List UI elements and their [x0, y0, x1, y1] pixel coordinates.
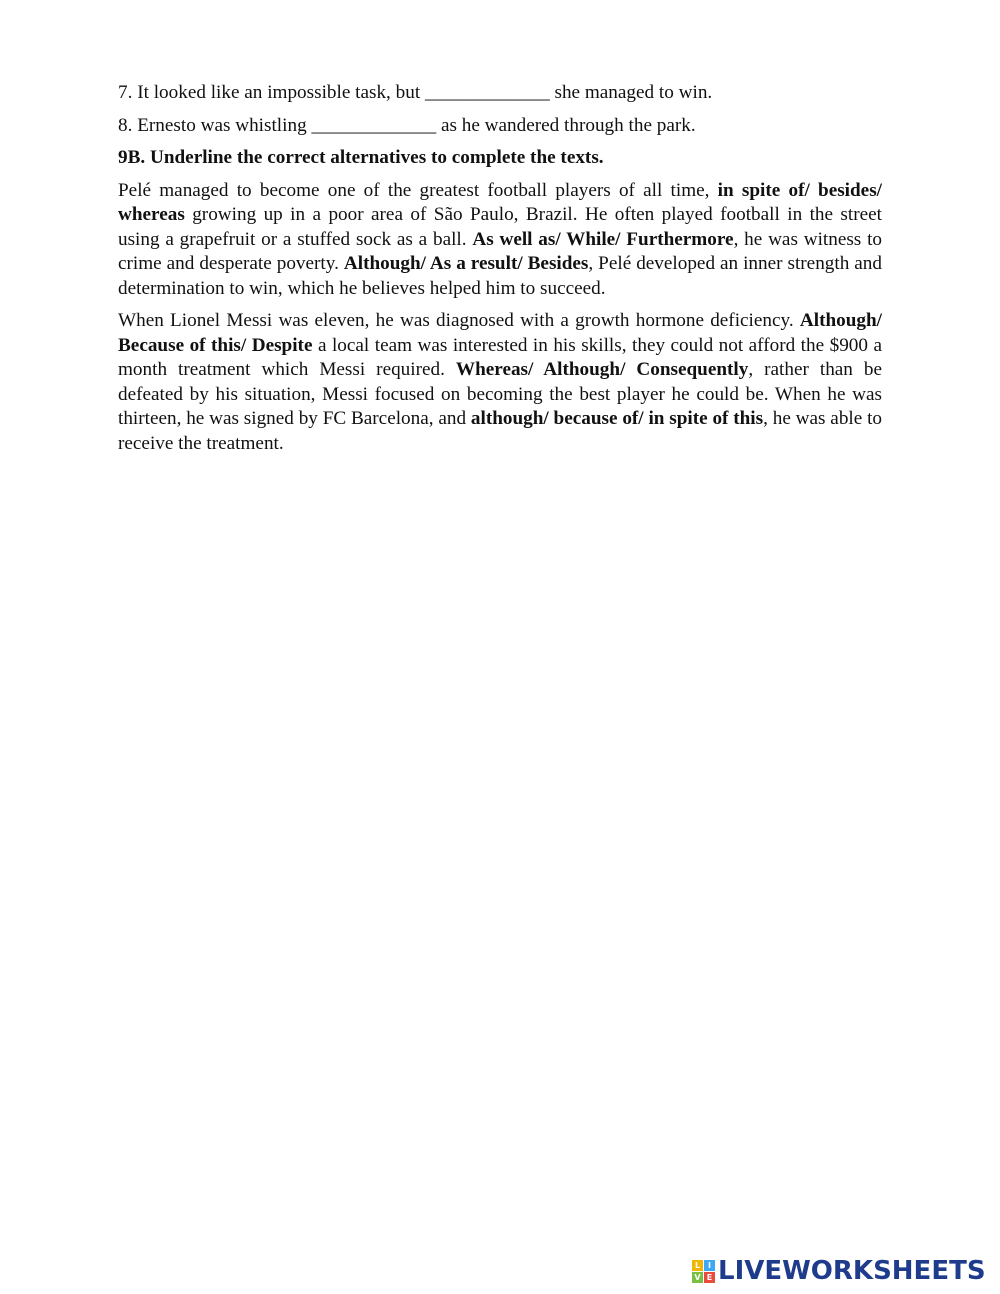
pele-text-4: , Pelé developed an inner strength and determination to win, which he believes helped him to succeed.: [118, 253, 882, 299]
section-heading: 9B. Underline the correct alternatives to complete the texts.: [118, 147, 604, 168]
liveworksheets-logo: [692, 1257, 986, 1285]
pele-text-2: growing up in a poor area of São Paulo, Brazil. He often played football in the street using a grapefruit or a stuffed sock as a ball.: [118, 204, 882, 250]
worksheet-page: [118, 81, 882, 464]
messi-text-2: a local team was interested in his skills, they could not afford the $900 a month treatment which Messi required.: [118, 334, 882, 380]
messi-options-1[interactable]: Although/ Because of this/ Despite: [118, 310, 882, 356]
pele-options-1[interactable]: in spite of/ besides/ whereas: [118, 179, 882, 225]
paragraph-messi: [118, 309, 882, 456]
exercise-item-8: [118, 114, 882, 139]
item-8-blank[interactable]: _____________: [311, 114, 437, 136]
exercise-item-7: [118, 81, 882, 106]
pele-text-1: Pelé managed to become one of the greatest football players of all time,: [118, 179, 718, 201]
item-8-prefix: 8. Ernesto was whistling: [118, 114, 312, 136]
messi-options-2[interactable]: Whereas/ Although/ Consequently: [455, 359, 749, 380]
pele-text-3: , he was witness to crime and desperate poverty.: [118, 228, 882, 274]
logo-text: LIVEWORKSHEETS: [718, 1256, 986, 1286]
item-7-prefix: 7. It looked like an impossible task, but: [118, 82, 425, 103]
logo-mark-letter: V: [692, 1272, 703, 1283]
logo-mark-letter: L: [692, 1260, 703, 1271]
pele-options-3[interactable]: Although/ As a result/ Besides: [343, 253, 589, 274]
item-7-blank[interactable]: _____________: [424, 82, 550, 103]
paragraph-pele: [118, 179, 882, 302]
logo-mark-letter: I: [704, 1260, 715, 1271]
messi-options-3[interactable]: although/ because of/ in spite of this: [470, 408, 764, 429]
liveworksheets-logo-icon: [692, 1260, 715, 1283]
messi-text-3: , rather than be defeated by his situation, Messi focused on becoming the best player he could be. When he was thirteen, he was signed by FC Barcelona, and: [118, 359, 882, 429]
item-8-suffix: as he wandered through the park.: [436, 114, 696, 136]
logo-mark-letter: E: [704, 1272, 715, 1283]
messi-text-4: , he was able to receive the treatment.: [118, 408, 882, 454]
pele-options-2[interactable]: As well as/ While/ Furthermore: [472, 228, 734, 250]
item-7-suffix: she managed to win.: [549, 82, 713, 103]
messi-text-1: When Lionel Messi was eleven, he was diagnosed with a growth hormone deficiency.: [118, 310, 800, 331]
